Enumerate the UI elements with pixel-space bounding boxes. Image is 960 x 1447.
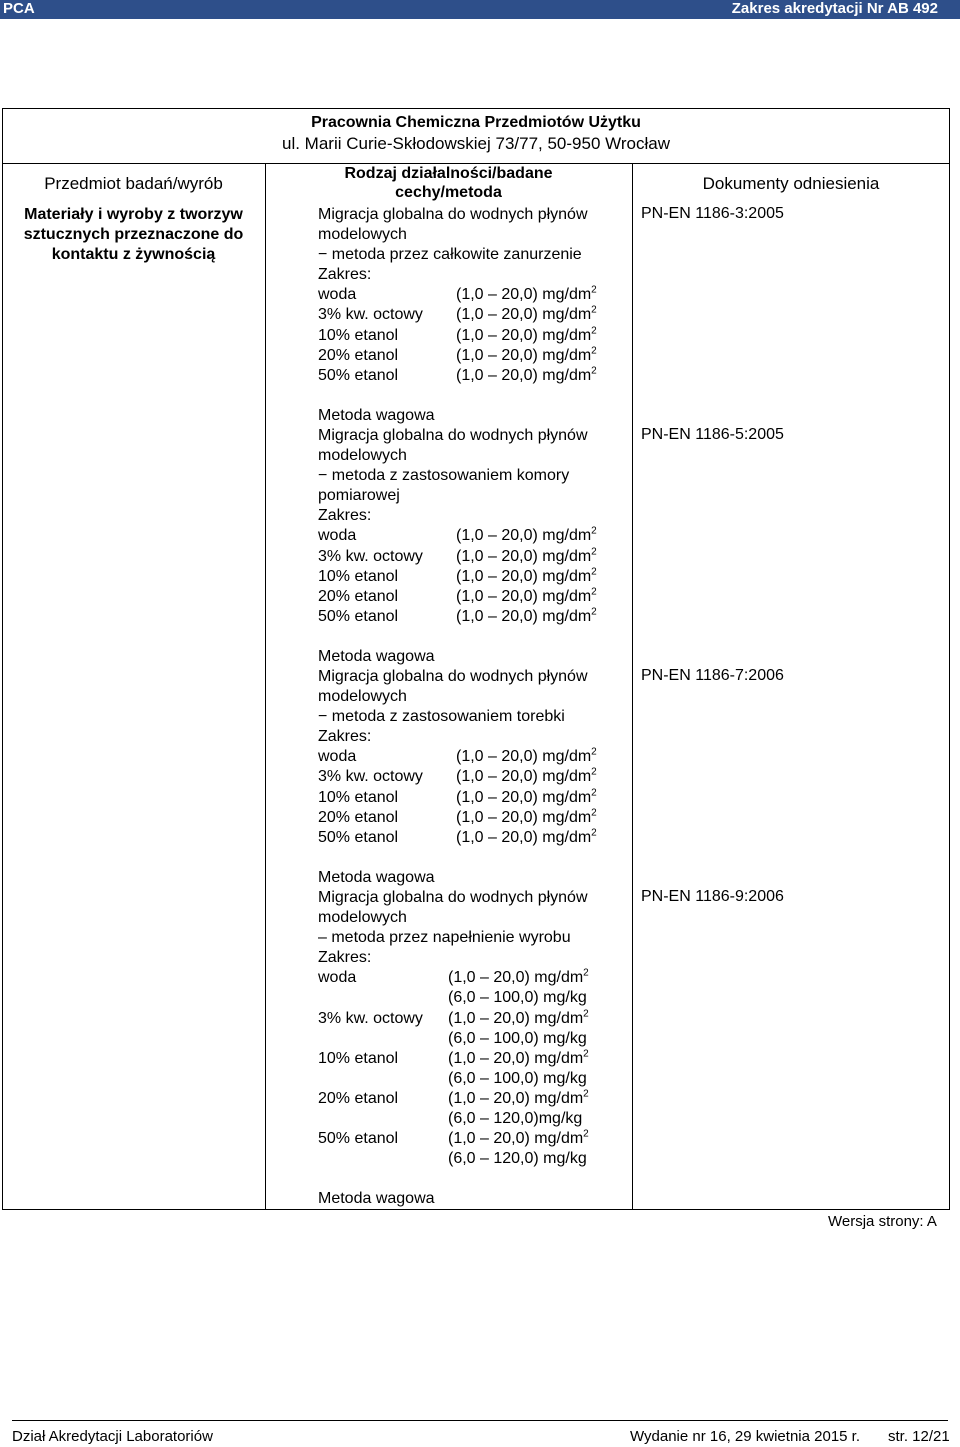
superscript: 2: [591, 807, 597, 819]
range-medium: woda: [318, 527, 357, 545]
range-medium: 10% etanol: [318, 788, 399, 806]
method-title-line: Migracja globalna do wodnych płynów: [318, 206, 588, 223]
range-row: [318, 1089, 588, 1109]
range-value-secondary: (6,0 – 120,0) mg/kg: [448, 1150, 587, 1168]
range-medium: 3% kw. octowy: [318, 306, 423, 324]
superscript: 2: [591, 365, 597, 377]
method-title-line: Zakres:: [318, 507, 372, 525]
method-title-line: − metoda z zastosowaniem komory: [318, 467, 570, 485]
range-row: [318, 586, 597, 607]
range-value: (1,0 – 20,0) mg/dm: [448, 1009, 584, 1027]
method-section: [318, 888, 588, 1210]
range-value: (1,0 – 20,0) mg/dm: [456, 306, 592, 324]
reference-document: PN-EN 1186-7:2006: [641, 667, 784, 684]
method-title-line: Migracja globalna do wodnych płynów: [318, 889, 588, 906]
method-label: Metoda wagowa: [318, 648, 435, 666]
subject-line: kontaktu z żywnością: [51, 246, 216, 263]
column-header-subject: Przedmiot badań/wyrób: [44, 174, 223, 193]
column-header-documents: Dokumenty odniesienia: [702, 174, 880, 193]
range-medium: 3% kw. octowy: [318, 768, 423, 786]
superscript: 2: [591, 546, 597, 558]
range-row: [318, 305, 597, 325]
header-right: Zakres akredytacji Nr AB 492: [731, 0, 938, 17]
method-label: Metoda wagowa: [318, 406, 435, 424]
range-row: [318, 767, 597, 787]
range-row: [318, 787, 597, 808]
column-header-activity-2: cechy/metoda: [395, 184, 502, 201]
range-value-secondary: (6,0 – 100,0) mg/kg: [448, 1069, 587, 1087]
range-medium: woda: [318, 748, 357, 766]
subject-line: Materiały i wyroby z tworzyw: [24, 206, 243, 223]
range-row: [318, 365, 597, 386]
range-value: (1,0 – 20,0) mg/dm: [448, 969, 584, 987]
range-value: (1,0 – 20,0) mg/dm: [456, 607, 592, 625]
reference-document: PN-EN 1186-3:2005: [641, 205, 784, 222]
method-title-line: modelowych: [318, 688, 407, 706]
range-value-secondary: (6,0 – 100,0) mg/kg: [448, 1029, 587, 1047]
header-left: PCA: [3, 0, 35, 17]
range-medium: woda: [318, 286, 357, 304]
range-row: [318, 325, 597, 346]
method-title-line: Migracja globalna do wodnych płynów: [318, 668, 588, 685]
superscript: 2: [591, 566, 597, 578]
method-label: Metoda wagowa: [318, 868, 435, 886]
method-title-line: modelowych: [318, 447, 407, 465]
range-value: (1,0 – 20,0) mg/dm: [456, 768, 592, 786]
range-row: [318, 526, 597, 546]
range-row: [318, 747, 597, 767]
method-title-line: Zakres:: [318, 728, 372, 746]
range-value-secondary: (6,0 – 100,0) mg/kg: [448, 989, 587, 1007]
range-value: (1,0 – 20,0) mg/dm: [456, 808, 592, 826]
footer-page: str. 12/21: [888, 1428, 950, 1445]
range-row: [318, 546, 597, 567]
range-value-secondary: (6,0 – 120,0)mg/kg: [448, 1110, 583, 1128]
range-value: (1,0 – 20,0) mg/dm: [456, 788, 592, 806]
range-value: (1,0 – 20,0) mg/dm: [456, 567, 592, 585]
method-title-line: pomiarowej: [318, 487, 400, 505]
range-row: [318, 606, 597, 627]
range-row: [318, 1049, 588, 1069]
superscript: 2: [583, 1008, 589, 1020]
range-medium: 50% etanol: [318, 1130, 399, 1148]
column-divider: [265, 163, 266, 1210]
lab-address: ul. Marii Curie-Skłodowskiej 73/77, 50-950 Wrocław: [281, 134, 670, 153]
method-section: [318, 426, 597, 667]
superscript: 2: [591, 285, 597, 297]
footer-left: Dział Akredytacji Laboratoriów: [12, 1428, 213, 1445]
range-medium: 10% etanol: [318, 326, 399, 344]
superscript: 2: [583, 1088, 589, 1100]
method-title-line: – metoda przez napełnienie wyrobu: [318, 929, 571, 947]
method-section: [318, 667, 597, 888]
superscript: 2: [591, 325, 597, 337]
range-medium: 3% kw. octowy: [318, 547, 423, 565]
superscript: 2: [591, 526, 597, 538]
reference-document: PN-EN 1186-5:2005: [641, 426, 784, 443]
superscript: 2: [583, 1128, 589, 1140]
top-header-bar: [0, 0, 960, 19]
method-section: [318, 205, 597, 426]
superscript: 2: [583, 968, 589, 980]
subject-line: sztucznych przeznaczone do: [23, 226, 244, 243]
superscript: 2: [591, 767, 597, 779]
method-title-line: Migracja globalna do wodnych płynów: [318, 427, 588, 444]
method-title-line: Zakres:: [318, 949, 372, 967]
superscript: 2: [591, 787, 597, 799]
lab-name: Pracownia Chemiczna Przedmiotów Użytku: [311, 114, 641, 131]
range-value: (1,0 – 20,0) mg/dm: [456, 286, 592, 304]
range-row: [318, 345, 597, 366]
range-row: [318, 285, 597, 305]
range-medium: 10% etanol: [318, 1049, 399, 1067]
range-medium: 50% etanol: [318, 828, 399, 846]
range-value: (1,0 – 20,0) mg/dm: [456, 527, 592, 545]
method-title-line: Zakres:: [318, 266, 372, 284]
range-value: (1,0 – 20,0) mg/dm: [448, 1049, 584, 1067]
range-medium: 20% etanol: [318, 1089, 399, 1107]
column-header-activity: Rodzaj działalności/badane: [344, 165, 553, 182]
range-medium: 50% etanol: [318, 366, 399, 384]
superscript: 2: [591, 747, 597, 759]
range-row: [318, 1129, 588, 1149]
range-medium: 20% etanol: [318, 346, 399, 364]
range-medium: 10% etanol: [318, 567, 399, 585]
superscript: 2: [583, 1048, 589, 1060]
method-title-line: − metoda z zastosowaniem torebki: [318, 708, 565, 726]
superscript: 2: [591, 827, 597, 839]
footer-edition: Wydanie nr 16, 29 kwietnia 2015 r.: [630, 1428, 861, 1445]
method-title-line: − metoda przez całkowite zanurzenie: [318, 246, 582, 264]
range-medium: 20% etanol: [318, 587, 399, 605]
method-label: Metoda wagowa: [318, 1190, 435, 1208]
range-medium: 20% etanol: [318, 808, 399, 826]
reference-document: PN-EN 1186-9:2006: [641, 888, 784, 905]
method-title-line: modelowych: [318, 226, 407, 244]
range-value: (1,0 – 20,0) mg/dm: [456, 326, 592, 344]
superscript: 2: [591, 606, 597, 618]
range-medium: woda: [318, 969, 357, 987]
range-value: (1,0 – 20,0) mg/dm: [448, 1089, 584, 1107]
method-title-line: modelowych: [318, 909, 407, 927]
page-version: Wersja strony: A: [828, 1213, 937, 1230]
range-value: (1,0 – 20,0) mg/dm: [448, 1130, 584, 1148]
range-value: (1,0 – 20,0) mg/dm: [456, 748, 592, 766]
column-divider: [632, 163, 633, 1210]
range-row: [318, 968, 588, 988]
footer-divider: [12, 1420, 948, 1421]
range-medium: 50% etanol: [318, 607, 399, 625]
range-value: (1,0 – 20,0) mg/dm: [456, 587, 592, 605]
range-row: [318, 566, 597, 587]
superscript: 2: [591, 345, 597, 357]
range-value: (1,0 – 20,0) mg/dm: [456, 346, 592, 364]
range-medium: 3% kw. octowy: [318, 1009, 423, 1027]
range-row: [318, 827, 597, 848]
range-value: (1,0 – 20,0) mg/dm: [456, 366, 592, 384]
superscript: 2: [591, 305, 597, 317]
range-row: [318, 1009, 588, 1029]
range-row: [318, 807, 597, 828]
range-value: (1,0 – 20,0) mg/dm: [456, 828, 592, 846]
range-value: (1,0 – 20,0) mg/dm: [456, 547, 592, 565]
superscript: 2: [591, 586, 597, 598]
